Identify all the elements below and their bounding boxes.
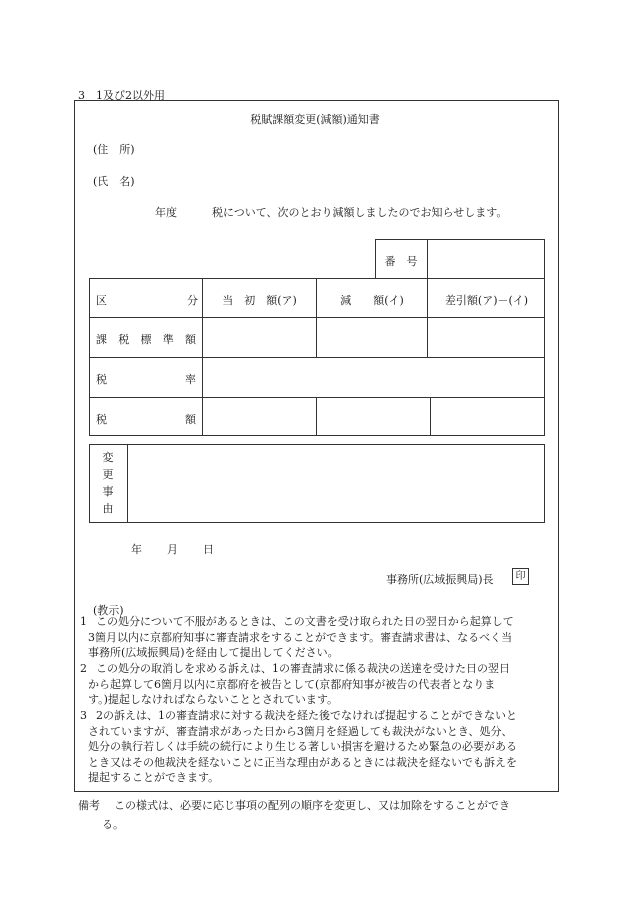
header-initial-amount: 当 初 額(ア)	[222, 294, 297, 307]
instruction-line: 提起することができます。	[88, 771, 220, 785]
row-label-char: 準	[162, 333, 174, 346]
header-reduction-amount: 減 額(イ)	[340, 294, 404, 307]
instruction-number: 3	[80, 709, 87, 722]
form-type-label: 3 1及び2以外用	[78, 89, 165, 102]
instruction-line: 処分の執行若しくは手続の続行により生じる著しい損害を避けるため緊急の必要がある	[88, 740, 517, 754]
instruction-line: から起算して6箇月以内に京都府を被告として(京都府知事が被告の代表者となりま	[88, 677, 496, 691]
change-reason-char: 事	[102, 485, 114, 498]
instruction-line: 3箇月以内に京都府知事に審査請求をすることができます。審査請求書は、なるべく当	[88, 630, 513, 644]
change-reason-char: 変	[102, 451, 114, 464]
cell-tax-reduction[interactable]	[317, 398, 430, 435]
instruction-item-2	[80, 661, 555, 708]
header-category-char: 分	[187, 294, 198, 307]
cell-taxable-reduction[interactable]	[317, 318, 427, 357]
cell-taxable-difference[interactable]	[428, 318, 544, 357]
row-label-char: 額	[185, 333, 196, 346]
date-day-label: 日	[203, 543, 214, 556]
row-label-tax-rate	[96, 371, 196, 387]
row-label-char: 率	[185, 373, 196, 386]
header-difference: 差引額(ア)－(イ)	[444, 294, 529, 307]
instruction-number: 1	[80, 615, 87, 628]
instruction-line: 事務所(広域振興局)を経由して提出してください。	[88, 646, 339, 660]
instruction-item-3	[80, 708, 555, 786]
instruction-line: とき又はその他裁決を経ないことに正当な理由があるときには裁決を経ないでも訴えを	[88, 755, 517, 769]
cell-tax-difference[interactable]	[431, 398, 544, 435]
change-reason-char: 更	[102, 468, 114, 481]
row-label-char: 課	[96, 333, 107, 346]
instruction-number: 2	[80, 662, 87, 675]
date-year-label: 年	[131, 543, 142, 556]
form-title: 税賦課額変更(減額)通知書	[250, 113, 380, 126]
row-label-tax-amount	[96, 411, 196, 427]
instruction-item-1	[80, 614, 555, 661]
issuer-title: 事務所(広域振興局)長	[386, 573, 494, 586]
date-month-label: 月	[167, 543, 178, 556]
notice-text: 税について、次のとおり減額しましたのでお知らせします。	[212, 206, 508, 219]
number-value-cell[interactable]	[428, 240, 544, 278]
instruction-line: されていますが、審査請求があった日から3箇月を経過しても裁決がないとき、処分、	[88, 724, 513, 738]
remarks-label: 備考	[78, 799, 100, 812]
change-reason-char: 由	[102, 502, 114, 515]
cell-tax-rate[interactable]	[203, 358, 544, 397]
change-reason-field[interactable]	[128, 445, 544, 522]
seal-char: 印	[515, 571, 526, 582]
row-label-char: 税	[118, 333, 130, 346]
fiscal-year-label: 年度	[155, 206, 177, 219]
name-label: (氏 名)	[93, 175, 135, 188]
row-label-taxable-standard	[96, 331, 196, 347]
instruction-line: す。)提起しなければならないこととされています。	[88, 693, 339, 707]
instruction-line: この処分について不服があるときは、この文書を受け取られた日の翌日から起算して	[96, 615, 514, 628]
change-reason-label	[89, 449, 127, 517]
row-label-char: 税	[96, 413, 107, 426]
seal-mark	[512, 568, 529, 585]
instruction-line: この処分の取消しを求める訴えは、1の審査請求に係る裁決の送達を受けた日の翌日	[96, 662, 510, 675]
row-label-char: 税	[96, 373, 107, 386]
cell-taxable-initial[interactable]	[203, 318, 316, 357]
row-label-char: 額	[185, 413, 196, 426]
header-category	[96, 292, 198, 308]
row-label-char: 標	[140, 333, 152, 346]
instructions-heading: (教示)	[93, 604, 124, 617]
address-label: (住 所)	[93, 143, 135, 156]
instruction-line: 2の訴えは、1の審査請求に対する裁決を経た後でなければ提起することができないと	[96, 709, 517, 722]
cell-tax-initial[interactable]	[203, 398, 316, 435]
remarks-line: る。	[102, 818, 124, 831]
remarks-line: この様式は、必要に応じ事項の配列の順序を変更し、又は加除をすることができ	[114, 799, 510, 812]
number-label: 番 号	[384, 255, 418, 268]
header-category-char: 区	[96, 294, 107, 307]
